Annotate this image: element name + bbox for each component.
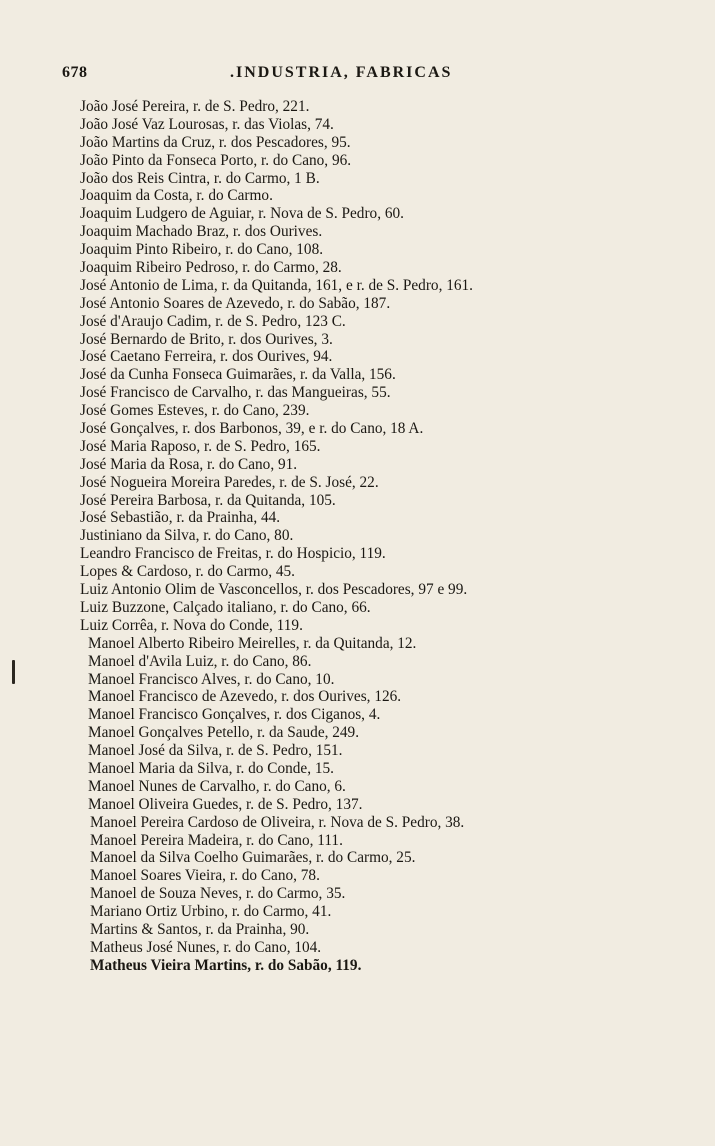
list-item: Manoel José da Silva, r. de S. Pedro, 151. [88, 742, 343, 760]
list-item: Matheus José Nunes, r. do Cano, 104. [90, 938, 322, 956]
list-item: Manoel Francisco Gonçalves, r. dos Ciganos, 4. [88, 706, 381, 724]
list-item: Manoel Nunes de Carvalho, r. do Cano, 6. [88, 777, 346, 795]
list-item: Manoel Francisco Alves, r. do Cano, 10. [88, 670, 335, 688]
list-item: Lopes & Cardoso, r. do Carmo, 45. [80, 563, 295, 581]
list-item: Manoel Pereira Madeira, r. do Cano, 111. [90, 831, 343, 849]
list-item: Joaquim Machado Braz, r. dos Ourives. [80, 223, 323, 241]
list-item: José Francisco de Carvalho, r. das Mangueiras, 55. [80, 384, 391, 402]
page-number: 678 [62, 64, 88, 81]
list-item: Leandro Francisco de Freitas, r. do Hospicio, 119. [80, 545, 386, 563]
list-item: José Sebastião, r. da Prainha, 44. [80, 509, 281, 527]
list-item: Manoel Francisco de Azevedo, r. dos Ourives, 126. [88, 688, 402, 706]
list-item: José Maria da Rosa, r. do Cano, 91. [80, 455, 298, 473]
list-item: José Gonçalves, r. dos Barbonos, 39, e r. do Cano, 18 A. [80, 420, 424, 438]
list-item: José Caetano Ferreira, r. dos Ourives, 94. [80, 348, 333, 366]
list-item: José d'Araujo Cadim, r. de S. Pedro, 123 C. [80, 312, 346, 330]
list-item: Martins & Santos, r. da Prainha, 90. [90, 920, 310, 938]
list-item: Luiz Corrêa, r. Nova do Conde, 119. [80, 616, 303, 634]
list-item: Manoel Maria da Silva, r. do Conde, 15. [88, 759, 334, 777]
list-item: Joaquim da Costa, r. do Carmo. [80, 187, 273, 205]
list-item: José Antonio de Lima, r. da Quitanda, 161, e r. de S. Pedro, 161. [80, 276, 473, 294]
list-item: José Maria Raposo, r. de S. Pedro, 165. [80, 437, 321, 455]
list-item: João dos Reis Cintra, r. do Carmo, 1 B. [80, 169, 320, 187]
list-item: João Martins da Cruz, r. dos Pescadores, 95. [80, 133, 351, 151]
list-item: Mariano Ortiz Urbino, r. do Carmo, 41. [90, 903, 332, 921]
margin-mark [12, 660, 15, 684]
list-item: Manoel Pereira Cardoso de Oliveira, r. Nova de S. Pedro, 38. [90, 813, 465, 831]
list-item: Manoel da Silva Coelho Guimarães, r. do Carmo, 25. [90, 849, 416, 867]
list-item: Manoel Oliveira Guedes, r. de S. Pedro, 137. [88, 795, 363, 813]
list-item: José Bernardo de Brito, r. dos Ourives, 3. [80, 330, 333, 348]
list-item: José Nogueira Moreira Paredes, r. de S. José, 22. [80, 473, 379, 491]
list-item: Manoel Alberto Ribeiro Meirelles, r. da Quitanda, 12. [88, 634, 417, 652]
directory-list [80, 98, 680, 975]
list-item: Luiz Antonio Olim de Vasconcellos, r. dos Pescadores, 97 e 99. [80, 581, 468, 599]
list-item: Joaquim Pinto Ribeiro, r. do Cano, 108. [80, 241, 324, 259]
list-item: João Pinto da Fonseca Porto, r. do Cano, 96. [80, 151, 352, 169]
list-item: José Antonio Soares de Azevedo, r. do Sabão, 187. [80, 294, 391, 312]
list-item: Manoel d'Avila Luiz, r. do Cano, 86. [88, 652, 312, 670]
running-title: .INDUSTRIA, FABRICAS [230, 64, 453, 81]
list-item: Joaquim Ludgero de Aguiar, r. Nova de S. Pedro, 60. [80, 205, 404, 223]
list-item: José Gomes Esteves, r. do Cano, 239. [80, 402, 310, 420]
list-item: Manoel Soares Vieira, r. do Cano, 78. [90, 867, 320, 885]
list-item: Manoel de Souza Neves, r. do Carmo, 35. [90, 885, 346, 903]
list-item: Joaquim Ribeiro Pedroso, r. do Carmo, 28. [80, 259, 342, 277]
list-item: João José Pereira, r. de S. Pedro, 221. [80, 98, 310, 115]
list-item: José da Cunha Fonseca Guimarães, r. da Valla, 156. [80, 366, 396, 384]
list-item: João José Vaz Lourosas, r. das Violas, 74. [80, 115, 334, 133]
page-header [62, 64, 492, 88]
list-item: Luiz Buzzone, Calçado italiano, r. do Cano, 66. [80, 598, 371, 616]
list-item: Manoel Gonçalves Petello, r. da Saude, 249. [88, 724, 360, 742]
list-item: José Pereira Barbosa, r. da Quitanda, 105. [80, 491, 336, 509]
list-item: Justiniano da Silva, r. do Cano, 80. [80, 527, 294, 545]
list-item: Matheus Vieira Martins, r. do Sabão, 119. [90, 956, 362, 974]
